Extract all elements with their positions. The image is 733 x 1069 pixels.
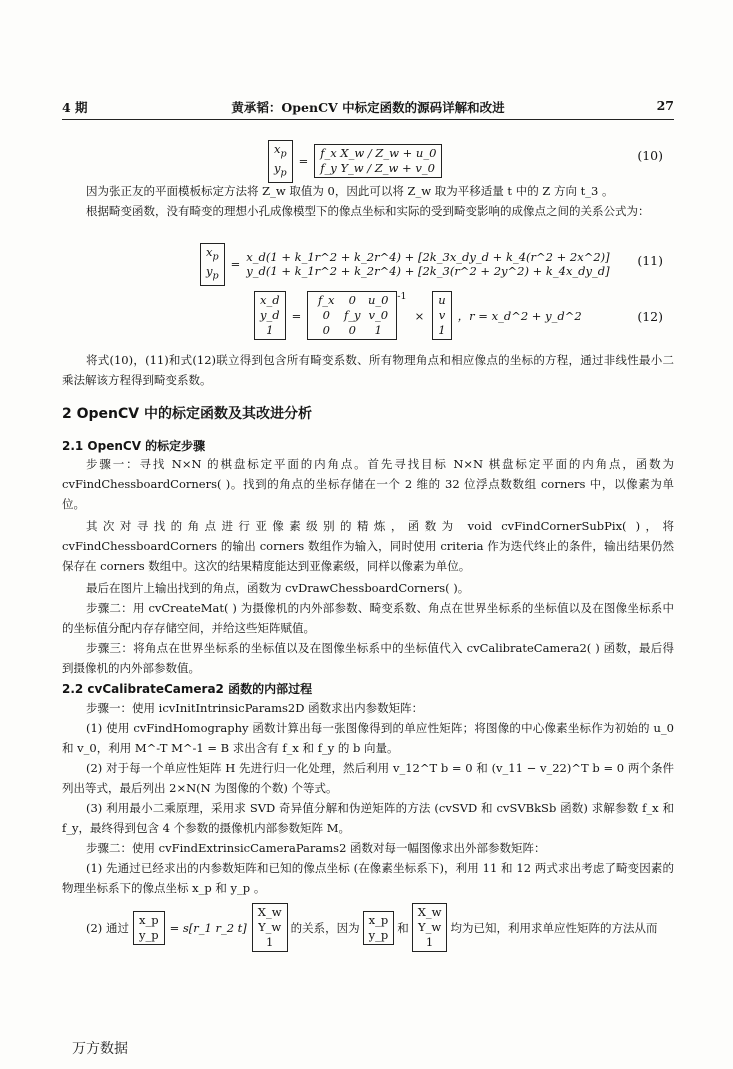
m12: 0 — [348, 293, 356, 307]
m31: 0 — [322, 323, 330, 337]
paragraph: 步骤三：将角点在世界坐标系的坐标值以及在图像坐标系中的坐标值代入 cvCalibrateCamera2( ) 函数，最后得到摄像机的内外部参数值。 — [62, 641, 674, 675]
paragraph: 将式(10)，(11)和式(12)联立得到包含所有畸变系数、所有物理角点和相应像点的坐标的方程，通过非线性最小二乘法解该方程得到畸变系数。 — [62, 353, 674, 387]
paragraph: (1) 使用 cvFindHomography 函数计算出每一张图像得到的单应性矩阵；将图像的中心像素坐标作为初始的 u_0 和 v_0，利用 M^-T M^-1 = B 求出含有 f_x 和 f_y 的 b 向量。 — [62, 721, 674, 755]
m21: 0 — [322, 308, 330, 322]
equation-11: $x_p$ $y_p$ = x_d(1 + k_1r^2 + k_2r^4) + [2k_3x_dy_d + k_4(r^2 + 2x^2)] y_d(1 + k_1r^2 + k_2r^4) + [2k_3(r^2 + 2y^2) + k_4x_dy_d] (11) — [0, 243, 733, 285]
p15-text1: 的关系，因为 — [290, 920, 360, 935]
m11: f_x — [318, 293, 335, 307]
p15-v3-x: X_w — [417, 905, 442, 919]
paragraph: 因为张正友的平面模板标定方法将 Z_w 取值为 0，因此可以将 Z_w 取为平移适量 t 中的 Z 方向 t_3 。 — [86, 184, 614, 198]
p15-text2: 和 — [397, 920, 409, 935]
p15-v1-y: Y_w — [258, 920, 282, 934]
eq12-number: (12) — [637, 309, 663, 324]
vec-1: 1 — [438, 323, 446, 337]
eq10-number: (10) — [637, 148, 663, 163]
p15-v1-x: X_w — [257, 905, 282, 919]
subsection-heading: 2.2 cvCalibrateCamera2 函数的内部过程 — [62, 682, 313, 696]
p15-v3-y: Y_w — [417, 920, 442, 934]
running-header — [62, 98, 674, 118]
eq12-tail: ，r = x_d^2 + y_d^2 — [457, 308, 582, 323]
p15-text3: 均为已知，利用求单应性矩阵的方法从而 — [450, 920, 658, 935]
eq12-lhs-1: x_d — [260, 293, 280, 307]
page-number: 27 — [656, 98, 674, 113]
paragraph: 根据畸变函数，没有畸变的理想小孔成像模型下的像点坐标和实际的受到畸变影响的成像点之间的关系公式为： — [86, 204, 650, 218]
eq10-lhs: $x_p$ $y_p$ — [268, 140, 293, 183]
issue-number: 4 期 — [62, 100, 88, 115]
paragraph: 其次对寻找的角点进行亚像素级别的精炼，函数为 void cvFindCornerSubPix( )，将 cvFindChessboardCorners 的输出 corners 数组作为输入，同时使用 criteria 作为迭代终止的条件，输出结果仍然保存在 corners 数组中。这次的结果精度能达到亚像素级，同样以像素为单位。 — [62, 519, 674, 573]
eq12-lhs-3: 1 — [266, 323, 274, 337]
vec-v: v — [438, 308, 446, 322]
paragraph: 最后在图片上输出找到的角点，函数为 cvDrawChessboardCorners( )。 — [86, 581, 470, 595]
paragraph: 步骤二：使用 cvFindExtrinsicCameraParams2 函数对每一幅图像求出外部参数矩阵： — [86, 841, 546, 855]
p15-lhs-x: x_p — [138, 912, 159, 927]
paragraph: (3) 利用最小二乘原理，采用求 SVD 奇异值分解和伪逆矩阵的方法 (cvSVD 和 cvSVBkSb 函数) 求解参数 f_x 和 f_y，最终得到包含 4 个参数的摄像机内部参数矩阵 M。 — [62, 801, 674, 835]
paragraph: 步骤一：寻找 N×N 的棋盘标定平面的内角点。首先寻找目标 N×N 棋盘标定平面的内角点，函数为 cvFindChessboardCorners( )。找到的角点的坐标存储在一个 2 维的 32 位浮点数数组 corners 中，以像素为单位。 — [62, 457, 674, 511]
eq11-bottom: y_d(1 + k_1r^2 + k_2r^4) + [2k_3(r^2 + 2y^2) + k_4x_dy_d] — [246, 264, 610, 279]
paragraph-inline-math — [62, 903, 674, 973]
m22: f_y — [343, 308, 361, 322]
m33: 1 — [374, 323, 382, 337]
paragraph: (1) 先通过已经求出的内参数矩阵和已知的像点坐标 (在像素坐标系下)，利用 11 和 12 两式求出考虑了畸变因素的物理坐标系下的像点坐标 x_p 和 y_p 。 — [62, 861, 674, 895]
p15-v2-y: y_p — [368, 927, 389, 942]
eq10-rhs-top: f_x X_w / Z_w + u_0 — [320, 146, 437, 161]
m23: v_0 — [368, 308, 389, 322]
paragraph: 步骤一：使用 icvInitIntrinsicParams2D 函数求出内参数矩阵： — [86, 701, 424, 715]
header-rule — [62, 119, 674, 120]
eq10-rhs-bottom: f_y Y_w / Z_w + v_0 — [320, 161, 435, 176]
equation-10: $x_p$ $y_p$ = f_x X_w / Z_w + u_0 f_y Y_w / Z_w + v_0 (10) — [0, 140, 733, 180]
vec-u: u — [438, 293, 446, 307]
eq11-number: (11) — [637, 253, 663, 268]
p15-mid: = s[r_1 r_2 t] — [169, 920, 247, 935]
eq12-lhs-2: y_d — [260, 308, 280, 322]
subsection-heading: 2.1 OpenCV 的标定步骤 — [62, 439, 206, 453]
p15-v3-1: 1 — [425, 935, 434, 949]
p15-lhs-y: y_p — [138, 927, 159, 942]
m32: 0 — [348, 323, 356, 337]
p15-v1-1: 1 — [266, 935, 274, 949]
footer-watermark: 万方数据 — [72, 1041, 128, 1057]
eq12-inverse: -1 — [397, 291, 407, 302]
paragraph: (2) 对于每一个单应性矩阵 H 先进行归一化处理，然后利用 v_12^T b = 0 和 (v_11 − v_22)^T b = 0 两个条件列出等式，最后列出 2×N(N 为图像的个数) 个等式。 — [62, 761, 674, 795]
section-heading: 2 OpenCV 中的标定函数及其改进分析 — [62, 406, 312, 422]
p15-v2-x: x_p — [368, 912, 389, 927]
m13: u_0 — [368, 293, 389, 307]
paragraph: 步骤二：用 cvCreateMat( ) 为摄像机的内外部参数、畸变系数、角点在世界坐标系的坐标值以及在图像坐标系中的坐标值分配内存存储空间，并给这些矩阵赋值。 — [62, 601, 674, 635]
equation-12: x_d y_d 1 = f_x 0 u_0 0 f_y v_0 0 0 1 $^{-1}$ × u v 1 ，r = x_d^2 + y_d^2 (12) — [0, 291, 733, 347]
p15-prefix: (2) 通过 — [86, 920, 129, 935]
running-title: 黄承韬：OpenCV 中标定函数的源码详解和改进 — [231, 100, 505, 115]
eq11-top: x_d(1 + k_1r^2 + k_2r^4) + [2k_3x_dy_d + k_4(r^2 + 2x^2)] — [246, 250, 610, 265]
